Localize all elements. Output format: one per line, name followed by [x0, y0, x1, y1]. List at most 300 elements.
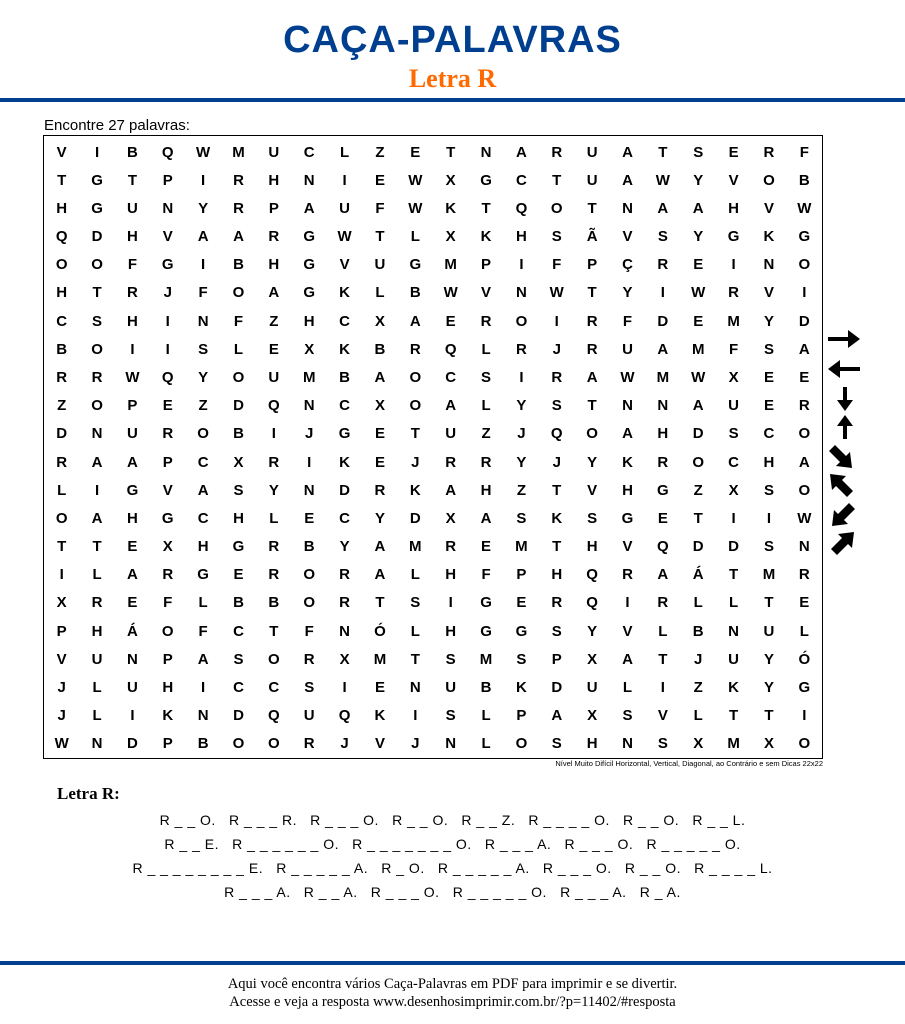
grid-cell: W	[196, 143, 211, 161]
grid-cell: R	[268, 566, 280, 584]
grid-cell: S	[481, 369, 492, 387]
grid-cell: R	[339, 594, 350, 612]
clue-list	[0, 808, 905, 904]
grid-cell: R	[763, 143, 775, 161]
grid-cell: B	[409, 284, 421, 302]
grid-cell: L	[481, 397, 491, 415]
grid-cell: C	[233, 622, 244, 640]
grid-cell: M	[373, 650, 387, 668]
grid-cell: V	[374, 735, 385, 753]
grid-cell: Á	[126, 622, 138, 640]
grid-cell: W	[691, 369, 706, 387]
grid-cell: S	[551, 397, 562, 415]
grid-cell: E	[799, 369, 810, 387]
grid-cell: G	[727, 228, 740, 246]
grid-cell: K	[409, 481, 421, 499]
grid-cell: W	[337, 228, 352, 246]
grid-cell: I	[201, 256, 206, 274]
grid-cell: G	[303, 228, 316, 246]
grid-cell: R	[268, 228, 280, 246]
grid-cell: Y	[516, 453, 527, 471]
grid-cell: B	[480, 679, 492, 697]
grid-cell: H	[515, 228, 527, 246]
grid-cell: R	[586, 312, 598, 330]
grid-cell: A	[551, 707, 563, 725]
grid-cell: Z	[693, 679, 703, 697]
grid-cell: H	[162, 679, 174, 697]
bottom-divider	[0, 961, 905, 965]
grid-cell: M	[515, 538, 528, 556]
grid-cell: A	[445, 397, 457, 415]
grid-cell: R	[56, 453, 68, 471]
grid-cell: R	[728, 284, 739, 302]
grid-cell: I	[413, 707, 418, 725]
grid-cell: U	[622, 340, 633, 358]
grid-cell: X	[56, 594, 67, 612]
grid-cell: T	[410, 650, 420, 668]
grid-cell: Y	[587, 453, 598, 471]
grid-cell: S	[516, 650, 527, 668]
grid-cell: O	[798, 256, 811, 274]
grid-cell: M	[691, 340, 705, 358]
grid-cell: Y	[198, 369, 209, 387]
grid-cell: I	[342, 679, 347, 697]
grid-cell: K	[551, 509, 563, 527]
grid-cell: S	[763, 538, 774, 556]
grid-cell: E	[693, 256, 704, 274]
grid-cell: V	[339, 256, 350, 274]
grid-cell: N	[303, 171, 315, 189]
grid-cell: R	[586, 340, 598, 358]
grid-cell: Z	[481, 425, 491, 443]
grid-cell: D	[126, 735, 138, 753]
grid-cell: G	[480, 171, 492, 189]
grid-cell: C	[515, 171, 527, 189]
grid-cell: A	[622, 425, 633, 443]
grid-cell: E	[304, 509, 315, 527]
grid-cell: T	[658, 143, 668, 161]
grid-cell: B	[233, 256, 244, 274]
grid-cell: A	[657, 340, 669, 358]
grid-cell: F	[799, 143, 809, 161]
grid-cell: M	[762, 566, 776, 584]
grid-cell: U	[763, 622, 775, 640]
top-divider	[0, 98, 905, 102]
grid-cell: Q	[586, 594, 598, 612]
grid-cell: J	[694, 650, 703, 668]
grid-cell: W	[549, 284, 564, 302]
grid-cell: N	[622, 397, 633, 415]
grid-cell: S	[304, 679, 315, 697]
grid-cell: S	[198, 340, 209, 358]
grid-cell: H	[445, 566, 457, 584]
grid-cell: E	[763, 397, 774, 415]
grid-cell: C	[339, 312, 350, 330]
grid-cell: X	[374, 397, 385, 415]
grid-cell: A	[445, 481, 457, 499]
grid-cell: Y	[622, 284, 633, 302]
grid-cell: U	[374, 256, 386, 274]
grid-cell: S	[728, 425, 739, 443]
grid-cell: V	[162, 481, 173, 499]
grid-cell: U	[339, 199, 350, 217]
grid-cell: Ó	[374, 622, 386, 640]
grid-cell: O	[798, 735, 811, 753]
grid-cell: O	[515, 312, 528, 330]
grid-cell: M	[656, 369, 670, 387]
grid-cell: I	[625, 594, 630, 612]
grid-cell: I	[271, 425, 276, 443]
grid-cell: A	[374, 566, 386, 584]
grid-cell: T	[375, 228, 385, 246]
grid-cell: W	[408, 171, 423, 189]
grid-cell: J	[163, 284, 172, 302]
grid-cell: P	[162, 735, 173, 753]
grid-cell: O	[409, 369, 422, 387]
grid-cell: B	[374, 340, 386, 358]
grid-cell: I	[731, 509, 736, 527]
grid-cell: H	[586, 538, 598, 556]
grid-cell: V	[481, 284, 492, 302]
grid-cell: Y	[763, 679, 774, 697]
grid-cell: F	[304, 622, 314, 640]
grid-cell: N	[515, 284, 527, 302]
grid-cell: H	[480, 481, 492, 499]
grid-cell: Y	[516, 397, 527, 415]
grid-cell: S	[763, 481, 774, 499]
grid-cell: Z	[198, 397, 208, 415]
grid-cell: D	[798, 312, 810, 330]
grid-cell: H	[126, 509, 138, 527]
grid-cell: F	[622, 312, 633, 330]
grid-cell: N	[126, 650, 138, 668]
grid-cell: Y	[374, 509, 385, 527]
grid-cell: G	[798, 228, 811, 246]
grid-cell: O	[409, 397, 422, 415]
grid-cell: T	[481, 199, 491, 217]
grid-cell: P	[587, 256, 598, 274]
grid-cell: M	[727, 735, 740, 753]
grid-cell: X	[304, 340, 315, 358]
grid-cell: A	[480, 509, 492, 527]
grid-cell: T	[764, 707, 774, 725]
grid-cell: O	[303, 566, 316, 584]
grid-cell: E	[374, 453, 385, 471]
grid-cell: N	[91, 735, 103, 753]
grid-cell: A	[374, 538, 386, 556]
grid-cell: X	[693, 735, 704, 753]
grid-cell: X	[445, 228, 456, 246]
grid-cell: N	[657, 397, 669, 415]
grid-cell: U	[91, 650, 103, 668]
grid-cell: R	[657, 453, 669, 471]
grid-cell: U	[303, 707, 315, 725]
grid-cell: G	[91, 171, 103, 189]
grid-cell: L	[481, 707, 491, 725]
grid-cell: J	[552, 453, 561, 471]
grid-cell: F	[127, 256, 137, 274]
grid-cell: N	[303, 397, 315, 415]
grid-cell: D	[91, 228, 103, 246]
grid-cell: H	[586, 735, 598, 753]
grid-cell: O	[91, 397, 103, 415]
grid-cell: E	[481, 538, 492, 556]
grid-cell: T	[729, 707, 739, 725]
grid-cell: V	[56, 650, 67, 668]
grid-cell: C	[233, 679, 244, 697]
grid-cell: I	[802, 707, 807, 725]
grid-cell: M	[479, 650, 493, 668]
grid-cell: R	[798, 397, 810, 415]
grid-cell: Z	[269, 312, 279, 330]
grid-cell: V	[162, 228, 173, 246]
grid-cell: T	[587, 284, 597, 302]
grid-cell: J	[517, 425, 526, 443]
grid-cell: R	[622, 566, 633, 584]
grid-cell: R	[268, 453, 280, 471]
grid-cell: A	[126, 566, 138, 584]
grid-cell: J	[411, 453, 420, 471]
grid-cell: E	[410, 143, 421, 161]
grid-cell: H	[56, 199, 68, 217]
grid-cell: J	[552, 340, 561, 358]
arrow-down-icon	[826, 386, 862, 412]
arrow-right-icon	[826, 326, 862, 352]
footer-line-2: Acesse e veja a resposta www.desenhosimprimir.com.br/?p=11402/#resposta	[229, 994, 676, 1010]
grid-cell: Y	[587, 622, 598, 640]
grid-cell: L	[410, 228, 420, 246]
grid-cell: Q	[268, 397, 280, 415]
grid-cell: B	[692, 622, 704, 640]
grid-cell: D	[56, 425, 68, 443]
grid-cell: I	[660, 284, 665, 302]
grid-cell: G	[303, 284, 316, 302]
grid-cell: C	[303, 143, 315, 161]
grid-cell: L	[693, 707, 703, 725]
grid-cell: U	[728, 650, 739, 668]
grid-cell: N	[622, 199, 633, 217]
grid-cell: O	[268, 650, 280, 668]
grid-cell: Q	[586, 566, 598, 584]
grid-cell: I	[165, 312, 170, 330]
grid-cell: D	[692, 538, 704, 556]
grid-cell: K	[622, 453, 633, 471]
grid-cell: N	[622, 735, 633, 753]
grid-cell: X	[587, 707, 598, 725]
arrow-up-icon	[826, 414, 862, 440]
grid-cell: S	[657, 735, 668, 753]
grid-cell: O	[232, 284, 245, 302]
grid-cell: R	[91, 369, 103, 387]
grid-cell: C	[56, 312, 68, 330]
grid-cell: Z	[693, 481, 703, 499]
grid-cell: L	[233, 340, 244, 358]
grid-cell: I	[94, 481, 100, 499]
grid-cell: T	[587, 397, 597, 415]
grid-cell: L	[92, 679, 102, 697]
grid-cell: K	[162, 707, 174, 725]
grid-cell: Q	[550, 425, 563, 443]
grid-cell: Z	[375, 143, 385, 161]
grid-cell: R	[657, 594, 669, 612]
grid-cell: A	[515, 143, 527, 161]
grid-cell: J	[57, 707, 66, 725]
grid-cell: E	[268, 340, 279, 358]
grid-cell: R	[551, 369, 563, 387]
grid-cell: X	[374, 312, 385, 330]
grid-cell: T	[587, 199, 597, 217]
grid-cell: G	[161, 256, 174, 274]
grid-cell: U	[586, 143, 598, 161]
grid-cell: Y	[198, 199, 209, 217]
grid-cell: A	[268, 284, 280, 302]
grid-cell: S	[763, 340, 774, 358]
grid-cell: B	[268, 594, 280, 612]
grid-cell: O	[197, 425, 209, 443]
grid-cell: V	[657, 707, 668, 725]
grid-cell: O	[798, 425, 811, 443]
grid-cell: J	[305, 425, 314, 443]
grid-cell: O	[161, 622, 174, 640]
grid-cell: A	[798, 453, 810, 471]
grid-cell: I	[130, 707, 135, 725]
grid-cell: B	[56, 340, 68, 358]
grid-cell: L	[799, 622, 809, 640]
grid-cell: A	[622, 143, 633, 161]
grid-cell: B	[303, 538, 315, 556]
grid-cell: N	[197, 707, 209, 725]
grid-cell: K	[763, 228, 775, 246]
grid-cell: H	[233, 509, 244, 527]
grid-cell: O	[55, 256, 68, 274]
grid-cell: F	[375, 199, 385, 217]
grid-cell: M	[302, 369, 316, 387]
grid-cell: I	[130, 340, 135, 358]
grid-cell: S	[445, 707, 456, 725]
grid-cell: A	[657, 566, 669, 584]
grid-cell: Ç	[622, 256, 633, 274]
grid-cell: E	[445, 312, 456, 330]
grid-cell: H	[91, 622, 103, 640]
grid-cell: Q	[444, 340, 457, 358]
grid-cell: B	[233, 594, 244, 612]
grid-cell: B	[339, 369, 350, 387]
grid-cell: V	[622, 622, 633, 640]
grid-cell: B	[798, 171, 810, 189]
grid-cell: L	[410, 622, 420, 640]
grid-cell: T	[552, 538, 562, 556]
grid-cell: W	[125, 369, 140, 387]
grid-cell: O	[692, 453, 705, 471]
grid-cell: I	[165, 340, 170, 358]
grid-cell: E	[516, 594, 527, 612]
grid-cell: U	[728, 397, 739, 415]
grid-cell: F	[729, 340, 739, 358]
grid-cell: L	[481, 735, 491, 753]
grid-cell: U	[445, 679, 457, 697]
clue-line-2: R _ _ E. R _ _ _ _ _ _ O. R _ _ _ _ _ _ _ O. R _ _ _ A. R _ _ _ O. R _ _ _ _ _ O.	[164, 836, 741, 852]
grid-cell: W	[797, 509, 812, 527]
grid-cell: Q	[161, 369, 174, 387]
grid-cell: G	[798, 679, 811, 697]
grid-cell: R	[798, 566, 810, 584]
arrow-up-left-icon	[826, 472, 862, 498]
grid-cell: E	[127, 538, 138, 556]
grid-cell: H	[763, 453, 775, 471]
grid-cell: B	[197, 735, 209, 753]
grid-cell: L	[198, 594, 208, 612]
grid-cell: T	[92, 538, 102, 556]
grid-cell: Ó	[798, 650, 811, 668]
grid-cell: U	[126, 425, 138, 443]
grid-cell: R	[445, 453, 457, 471]
grid-cell: G	[232, 538, 245, 556]
grid-cell: R	[303, 650, 315, 668]
grid-cell: H	[303, 312, 315, 330]
grid-cell: T	[552, 171, 562, 189]
arrow-down-right-icon	[826, 444, 862, 470]
grid-cell: S	[551, 735, 562, 753]
grid-cell: X	[587, 650, 598, 668]
grid-cell: M	[444, 256, 457, 274]
grid-cell: R	[162, 566, 174, 584]
grid-cell: H	[126, 312, 138, 330]
grid-cell: Y	[763, 650, 774, 668]
grid-cell: I	[201, 171, 206, 189]
difficulty-note: Nível Muito Difícil Horizontal, Vertical, Diagonal, ao Contrário e sem Dicas 22x22	[555, 759, 823, 768]
grid-cell: H	[268, 256, 280, 274]
grid-cell: S	[622, 707, 633, 725]
grid-cell: T	[693, 509, 703, 527]
grid-cell: A	[657, 199, 669, 217]
grid-cell: R	[91, 594, 103, 612]
grid-cell: R	[409, 340, 421, 358]
clue-line-1: R _ _ O. R _ _ _ R. R _ _ _ O. R _ _ O. R _ _ Z. R _ _ _ _ O. R _ _ O. R _ _ L.	[159, 812, 746, 828]
grid-cell: A	[126, 453, 138, 471]
grid-cell: K	[728, 679, 739, 697]
grid-cell: O	[91, 256, 103, 274]
grid-cell: I	[660, 679, 665, 697]
grid-cell: C	[197, 509, 209, 527]
footer	[0, 975, 905, 1011]
grid-cell: T	[57, 171, 67, 189]
grid-cell: S	[445, 650, 456, 668]
grid-cell: C	[268, 679, 280, 697]
grid-cell: S	[233, 481, 244, 499]
grid-cell: L	[92, 566, 102, 584]
grid-cell: S	[657, 228, 668, 246]
grid-cell: T	[57, 538, 67, 556]
grid-cell: J	[57, 679, 66, 697]
grid-cell: Y	[693, 171, 704, 189]
grid-cell: R	[268, 538, 280, 556]
grid-cell: L	[92, 707, 102, 725]
grid-cell: N	[445, 735, 457, 753]
grid-cell: W	[408, 199, 423, 217]
grid-cell: N	[798, 538, 810, 556]
grid-cell: A	[374, 369, 386, 387]
grid-cell: H	[56, 284, 68, 302]
grid-cell: F	[198, 284, 208, 302]
grid-cell: E	[728, 143, 739, 161]
grid-cell: V	[763, 199, 774, 217]
grid-cell: L	[622, 679, 633, 697]
grid-cell: E	[799, 594, 810, 612]
grid-cell: I	[201, 679, 206, 697]
grid-cell: U	[586, 171, 598, 189]
grid-cell: Y	[268, 481, 279, 499]
grid-cell: N	[303, 481, 315, 499]
